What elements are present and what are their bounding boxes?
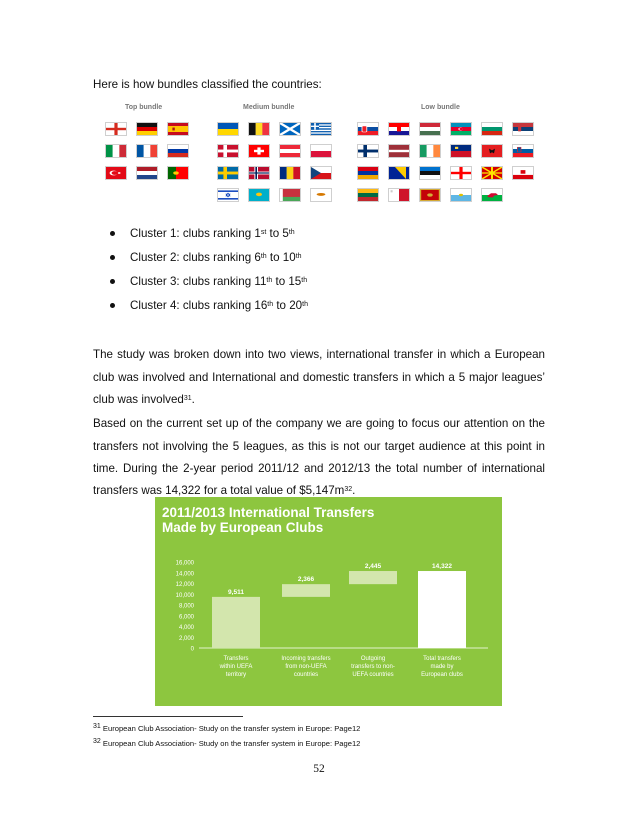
y-tick-label: 16,000: [175, 560, 194, 567]
footnote-ref: 31: [183, 394, 192, 402]
y-tick-label: 12,000: [175, 582, 194, 588]
gibraltar-flag-icon: [512, 166, 534, 180]
y-tick-label: 2,000: [178, 635, 194, 642]
bar-2: [282, 584, 330, 597]
bosnia-flag-icon: [388, 166, 410, 180]
category-label: Total transfers: [423, 656, 461, 662]
bar-value-label: 2,445: [364, 563, 382, 571]
denmark-flag-icon: [217, 144, 239, 158]
cluster-item: Cluster 4: clubs ranking 16th to 20th: [110, 298, 410, 322]
category-label: Outgoing: [360, 656, 386, 662]
turkey-flag-icon: [105, 166, 127, 180]
page-number: 52: [313, 763, 325, 775]
category-label: countries: [293, 672, 319, 678]
ireland-flag-icon: [419, 144, 441, 158]
hungary-flag-icon: [419, 122, 441, 136]
liechtenstein-flag-icon: [450, 144, 472, 158]
serbia-flag-icon: [512, 122, 534, 136]
category-label: European clubs: [421, 672, 463, 678]
scotland-flag-icon: [279, 122, 301, 136]
footnote-31: $^{31}$ European Club Association- Study on the transfer system in Europe: Page12: [93, 722, 361, 733]
netherlands-flag-icon: [136, 166, 158, 180]
bullet-dot: [110, 279, 115, 284]
medium-bundle-title: Medium bundle: [243, 104, 295, 111]
poland-flag-icon: [310, 144, 332, 158]
sweden-flag-icon: [217, 166, 239, 180]
armenia-flag-icon: [357, 166, 379, 180]
estonia-flag-icon: [419, 166, 441, 180]
para2-line4: transfers was 14,322 for a total value of $\$5,147m^{32}$.: [93, 484, 356, 497]
israel-flag-icon: [217, 188, 239, 202]
spain-flag-icon: [167, 122, 189, 136]
italy-flag-icon: [105, 144, 127, 158]
malta-flag-icon: [388, 188, 410, 202]
norway-flag-icon: [248, 166, 270, 180]
finland-flag-icon: [357, 144, 379, 158]
y-tick-label: 10,000: [175, 592, 194, 599]
para2-line1: Based on the current set up of the company we are going to focus our attention on the: [93, 417, 545, 430]
y-tick-label: 6,000: [178, 614, 194, 621]
bar-value-label: 9,511: [228, 588, 244, 596]
footnote-32: $^{32}$ European Club Association- Study on the transfer system in Europe: Page12: [93, 737, 361, 748]
cyprus-flag-icon: [310, 188, 332, 202]
cluster-item: Cluster 2: clubs ranking 6th to 10th: [110, 250, 410, 274]
category-label: Transfers: [223, 656, 249, 662]
russia-flag-icon: [167, 144, 189, 158]
azerbaijan-flag-icon: [450, 122, 472, 136]
kazakhstan-flag-icon: [248, 188, 270, 202]
transfers-chart: [155, 497, 502, 706]
georgia-flag-icon: [450, 166, 472, 180]
category-label: made by: [430, 664, 454, 670]
cluster-list: [110, 226, 410, 322]
bullet-dot: [110, 255, 115, 260]
intro-text: Here is how bundles classified the countries:: [93, 78, 322, 91]
chart-title-line1: 2011/2013 International Transfers: [162, 505, 375, 520]
category-label: within UEFA: [219, 664, 253, 670]
category-label: UEFA countries: [352, 672, 394, 678]
bar-4: [418, 571, 466, 648]
para2-line2: transfers not involving the 5 leagues, as this is not our target audience at this point in: [93, 440, 545, 453]
switzerland-flag-icon: [248, 144, 270, 158]
y-tick-label: 8,000: [178, 603, 194, 610]
bulgaria-flag-icon: [481, 122, 503, 136]
para2-line3: time. During the 2-year period 2011/12 and 2012/13 the total number of international: [93, 462, 545, 475]
chart-title-line2: Made by European Clubs: [162, 520, 324, 535]
category-label: Incoming transfers: [281, 656, 331, 662]
san-marino-flag-icon: [450, 188, 472, 202]
category-label: transfers to non-: [351, 664, 395, 670]
para1-line1: The study was broken down into two views, international transfer in which a European: [93, 348, 545, 361]
category-label: territory: [225, 672, 247, 678]
y-tick-label: 14,000: [175, 571, 194, 578]
england-flag-icon: [105, 122, 127, 136]
lithuania-flag-icon: [357, 188, 379, 202]
austria-flag-icon: [279, 144, 301, 158]
footnote-ref: 32: [344, 485, 353, 493]
chart-plot: [155, 497, 502, 706]
para1-line3: club was involved$^{31}$.: [93, 393, 195, 406]
slovenia-flag-icon: [512, 144, 534, 158]
y-tick-label: 4,000: [178, 625, 194, 631]
footnote-separator: [93, 716, 243, 717]
czech-republic-flag-icon: [310, 166, 332, 180]
latvia-flag-icon: [388, 144, 410, 158]
bar-3: [349, 571, 397, 584]
bundle-flags-figure: [95, 100, 535, 218]
albania-flag-icon: [481, 144, 503, 158]
bullet-dot: [110, 303, 115, 308]
ukraine-flag-icon: [217, 122, 239, 136]
macedonia-flag-icon: [481, 166, 503, 180]
category-label: from non-UEFA: [285, 664, 327, 670]
portugal-flag-icon: [167, 166, 189, 180]
bar-value-label: 14,322: [432, 563, 452, 571]
belarus-flag-icon: [279, 188, 301, 202]
germany-flag-icon: [136, 122, 158, 136]
belgium-flag-icon: [248, 122, 270, 136]
bar-value-label: 2,366: [297, 576, 315, 584]
romania-flag-icon: [279, 166, 301, 180]
low-bundle-title: Low bundle: [421, 104, 460, 111]
montenegro-flag-icon: [419, 188, 441, 202]
greece-flag-icon: [310, 122, 332, 136]
france-flag-icon: [136, 144, 158, 158]
bullet-dot: [110, 231, 115, 236]
cluster-item: Cluster 1: clubs ranking 1st to 5th: [110, 226, 410, 250]
slovakia-flag-icon: [357, 122, 379, 136]
croatia-flag-icon: [388, 122, 410, 136]
bar-1: [212, 597, 260, 648]
para1-line2: club was involved and International and domestic transfers in which a 5 major leagues’: [93, 371, 545, 384]
y-tick-label: 0: [190, 646, 194, 653]
wales-flag-icon: [481, 188, 503, 202]
top-bundle-title: Top bundle: [125, 104, 163, 111]
cluster-item: Cluster 3: clubs ranking 11th to 15th: [110, 274, 410, 298]
